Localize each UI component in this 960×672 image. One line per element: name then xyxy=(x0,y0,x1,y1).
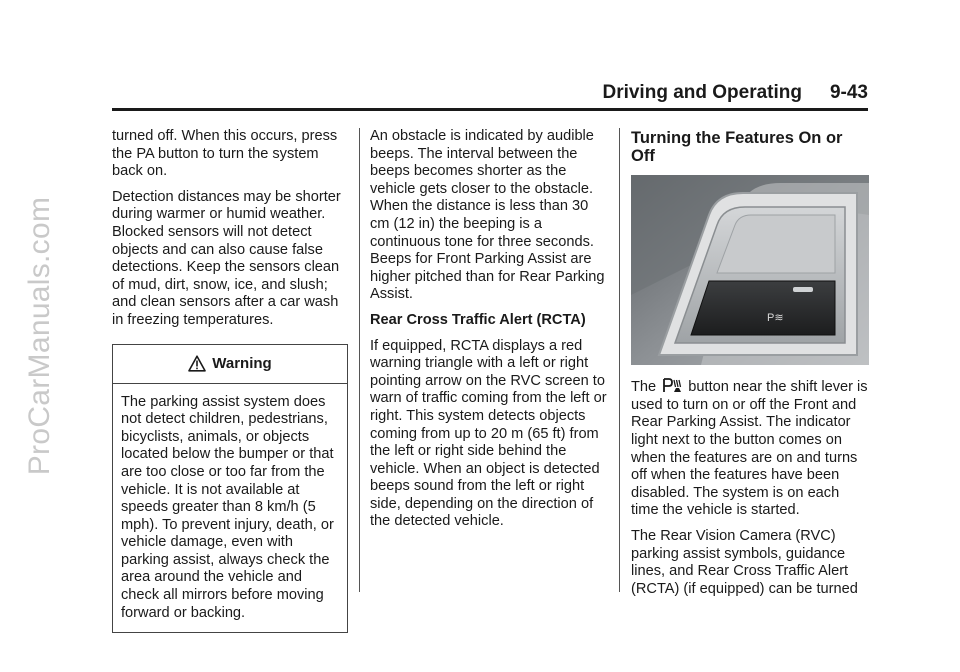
column-left xyxy=(112,128,348,633)
paragraph: turned off. When this occurs, press the PA button to turn the system back on. xyxy=(112,128,338,180)
subheading-rcta: Rear Cross Traffic Alert (RCTA) xyxy=(370,311,586,328)
warning-title: Warning xyxy=(212,354,272,372)
column-right xyxy=(631,128,869,606)
warning-body: The parking assist system does not detect children, pedestrians, bicyclists, animals, or objects located below the bumper or that are too close or too far from the vehicle. It is not available at speeds greater than 8 km/h (5 mph). To prevent injury, death, or vehicle damage, even with parking assist, always check the area around the vehicle and check all mirrors before moving forward or backing. xyxy=(121,393,334,621)
column-middle xyxy=(370,128,610,539)
park-assist-icon xyxy=(662,377,682,393)
warning-header xyxy=(113,345,347,384)
warning-triangle-icon xyxy=(188,355,206,372)
section-heading: Turning the Features On or Off xyxy=(631,129,843,165)
warning-box xyxy=(112,344,348,634)
paragraph: If equipped, RCTA displays a red warning triangle with a left or right pointing arrow on the RVC screen to warn of traffic coming from the left or right. This system detects objects coming from up to 20 m (65 ft) from the left or right side behind the vehicle. When an object is detected beeps sound from the left or right side, depending on the direction of the detected vehicle. xyxy=(370,337,607,530)
page-header xyxy=(112,82,868,111)
paragraph-rest: button near the shift lever is used to turn on or off the Front and Rear Parking Assist. The indicator light next to the button comes on when the features are on and turns off when the features have been disabled. The system is on each time the vehicle is started. xyxy=(631,379,868,519)
watermark: ProCarManuals.com xyxy=(23,196,56,476)
svg-text:P≋: P≋ xyxy=(767,312,784,325)
paragraph: Detection distances may be shorter during warmer or humid weather. Blocked sensors will not detect objects and can also cause false detections. Keep the sensors clean of mud, dirt, snow, ice, and slush; and clean sensors after a car wash in freezing temperatures. xyxy=(112,188,341,328)
park-assist-button-photo xyxy=(631,175,869,365)
column-divider xyxy=(359,128,360,592)
section-title: Driving and Operating xyxy=(602,82,802,103)
page-number: 9-43 xyxy=(829,82,868,103)
column-divider xyxy=(619,128,620,592)
paragraph: The Rear Vision Camera (RVC) parking assist symbols, guidance lines, and Rear Cross Traffic Alert (RCTA) (if equipped) can be turned xyxy=(631,527,858,597)
paragraph: An obstacle is indicated by audible beeps. The interval between the beeps becomes shorter as the vehicle gets closer to the obstacle. When the distance is less than 30 cm (12 in) the beeping is a continuous tone for three seconds. Beeps for Front Parking Assist are higher pitched than for Rear Parking Assist. xyxy=(370,128,605,303)
paragraph-lead: The xyxy=(631,379,657,396)
paragraph xyxy=(631,377,869,520)
